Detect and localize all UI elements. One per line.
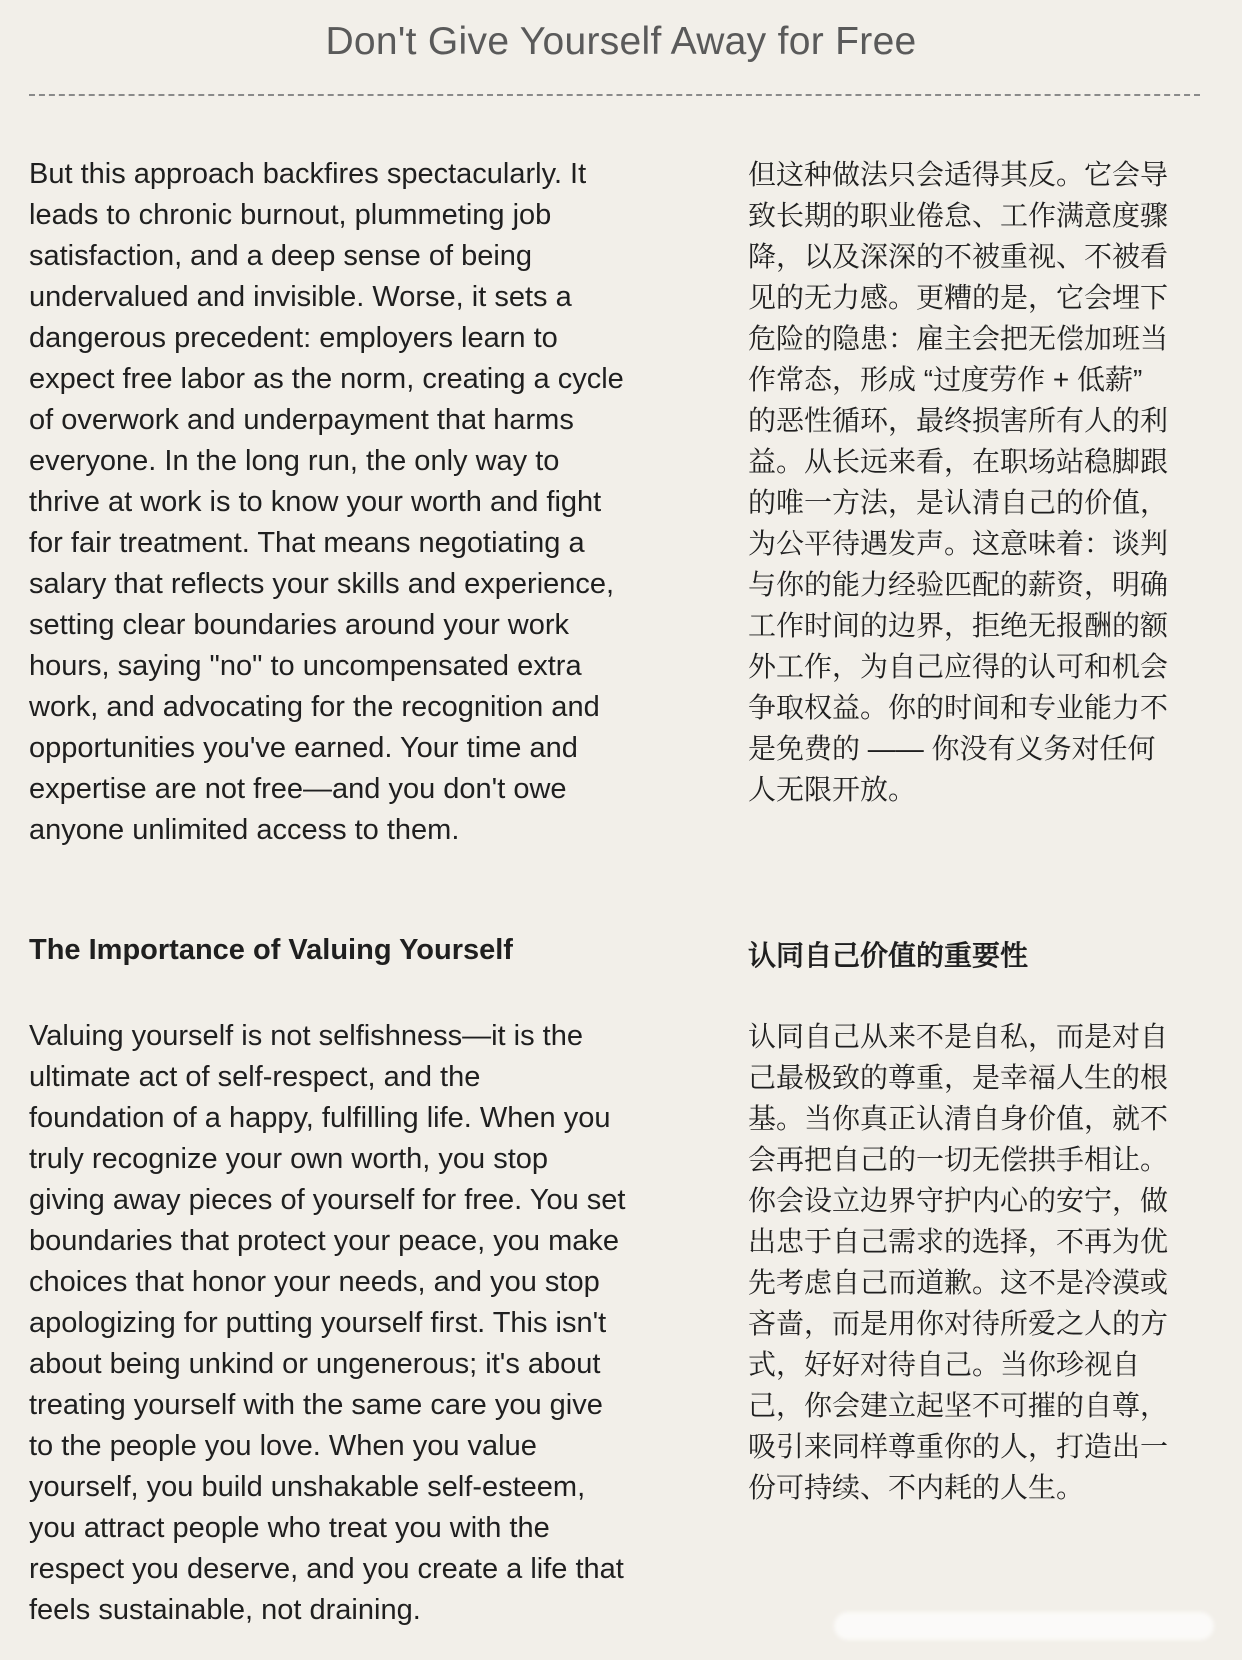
- text-line: 但这种做法只会适得其反。它会导: [748, 159, 1169, 190]
- text-line: anyone unlimited access to them.: [29, 814, 460, 846]
- text-line: treating yourself with the same care you give: [29, 1389, 603, 1421]
- text-line: satisfaction, and a deep sense of being: [29, 240, 533, 272]
- text-line: dangerous precedent: employers learn to: [29, 322, 558, 354]
- english-paragraph-2: [29, 1016, 625, 1631]
- text-line: expect free labor as the norm, creating a cycle: [29, 363, 624, 395]
- dashed-divider: [29, 94, 1200, 96]
- text-line: 工作时间的边界，拒绝无报酬的额: [748, 610, 1169, 641]
- text-line: feels sustainable, not draining.: [29, 1594, 421, 1626]
- text-line: 危险的隐患：雇主会把无偿加班当: [748, 323, 1169, 354]
- chinese-paragraph-1: [748, 154, 1168, 810]
- text-line: 争取权益。你的时间和专业能力不: [748, 692, 1169, 723]
- text-line: 与你的能力经验匹配的薪资，明确: [748, 569, 1169, 600]
- text-line: of overwork and underpayment that harms: [29, 404, 574, 436]
- text-line: 致长期的职业倦怠、工作满意度骤: [748, 200, 1169, 231]
- text-line: everyone. In the long run, the only way to: [29, 445, 560, 477]
- text-line: to the people you love. When you value: [29, 1430, 537, 1462]
- text-line: 式，好好对待自己。当你珍视自: [748, 1349, 1141, 1380]
- text-line: 你会设立边界守护内心的安宁，做: [748, 1185, 1169, 1216]
- chinese-heading: 认同自己价值的重要性: [748, 940, 1029, 971]
- text-line: work, and advocating for the recognition and: [29, 691, 600, 723]
- text-line: 会再把自己的一切无偿拱手相让。: [748, 1144, 1169, 1175]
- text-line: for fair treatment. That means negotiating a: [29, 527, 585, 559]
- text-line: 基。当你真正认清自身价值，就不: [748, 1103, 1169, 1134]
- watermark-bar: [834, 1612, 1214, 1640]
- text-line: giving away pieces of yourself for free. You set: [29, 1184, 626, 1216]
- text-line: 人无限开放。: [748, 774, 917, 805]
- text-line: 的恶性循环，最终损害所有人的利: [748, 405, 1169, 436]
- text-line: leads to chronic burnout, plummeting job: [29, 199, 552, 231]
- text-line: 己最极致的尊重，是幸福人生的根: [748, 1062, 1169, 1093]
- text-line: 认同自己从来不是自私，而是对自: [748, 1021, 1169, 1052]
- text-line: 先考虑自己而道歉。这不是冷漠或: [748, 1267, 1169, 1298]
- text-line: 己，你会建立起坚不可摧的自尊，: [748, 1390, 1169, 1421]
- text-line: about being unkind or ungenerous; it's about: [29, 1348, 601, 1380]
- text-line: 的唯一方法，是认清自己的价值，: [748, 487, 1169, 518]
- text-line: setting clear boundaries around your work: [29, 609, 570, 641]
- english-heading: The Importance of Valuing Yourself: [29, 934, 513, 966]
- page-title: Don't Give Yourself Away for Free: [325, 20, 917, 63]
- text-line: 份可持续、不内耗的人生。: [748, 1472, 1085, 1503]
- text-line: undervalued and invisible. Worse, it sets a: [29, 281, 572, 313]
- chinese-paragraph-2: [748, 1016, 1168, 1508]
- text-line: foundation of a happy, fulfilling life. When you: [29, 1102, 611, 1134]
- text-line: 降，以及深深的不被重视、不被看: [748, 241, 1169, 272]
- text-line: 出忠于自己需求的选择，不再为优: [748, 1226, 1169, 1257]
- text-line: But this approach backfires spectacularly. It: [29, 158, 587, 190]
- text-line: truly recognize your own worth, you stop: [29, 1143, 549, 1175]
- text-line: salary that reflects your skills and experience,: [29, 568, 615, 600]
- text-line: thrive at work is to know your worth and fight: [29, 486, 602, 518]
- text-line: yourself, you build unshakable self-esteem,: [29, 1471, 586, 1503]
- text-line: expertise are not free—and you don't owe: [29, 773, 567, 805]
- text-line: opportunities you've earned. Your time and: [29, 732, 578, 764]
- text-line: choices that honor your needs, and you stop: [29, 1266, 600, 1298]
- text-line: Valuing yourself is not selfishness—it is the: [29, 1020, 583, 1052]
- text-line: 作常态，形成 “过度劳作 + 低薪”: [748, 364, 1143, 395]
- text-line: 是免费的 —— 你没有义务对任何: [748, 733, 1156, 764]
- text-line: respect you deserve, and you create a life that: [29, 1553, 624, 1585]
- text-line: apologizing for putting yourself first. This isn't: [29, 1307, 607, 1339]
- english-paragraph-1: [29, 154, 624, 851]
- text-line: 外工作，为自己应得的认可和机会: [748, 651, 1169, 682]
- text-line: 为公平待遇发声。这意味着：谈判: [748, 528, 1169, 559]
- text-line: you attract people who treat you with the: [29, 1512, 550, 1544]
- text-line: ultimate act of self-respect, and the: [29, 1061, 481, 1093]
- text-line: 吸引来同样尊重你的人，打造出一: [748, 1431, 1169, 1462]
- text-line: 见的无力感。更糟的是，它会埋下: [748, 282, 1169, 313]
- text-line: hours, saying "no" to uncompensated extra: [29, 650, 582, 682]
- text-line: 吝啬，而是用你对待所爱之人的方: [748, 1308, 1169, 1339]
- text-line: boundaries that protect your peace, you make: [29, 1225, 620, 1257]
- text-line: 益。从长远来看，在职场站稳脚跟: [748, 446, 1169, 477]
